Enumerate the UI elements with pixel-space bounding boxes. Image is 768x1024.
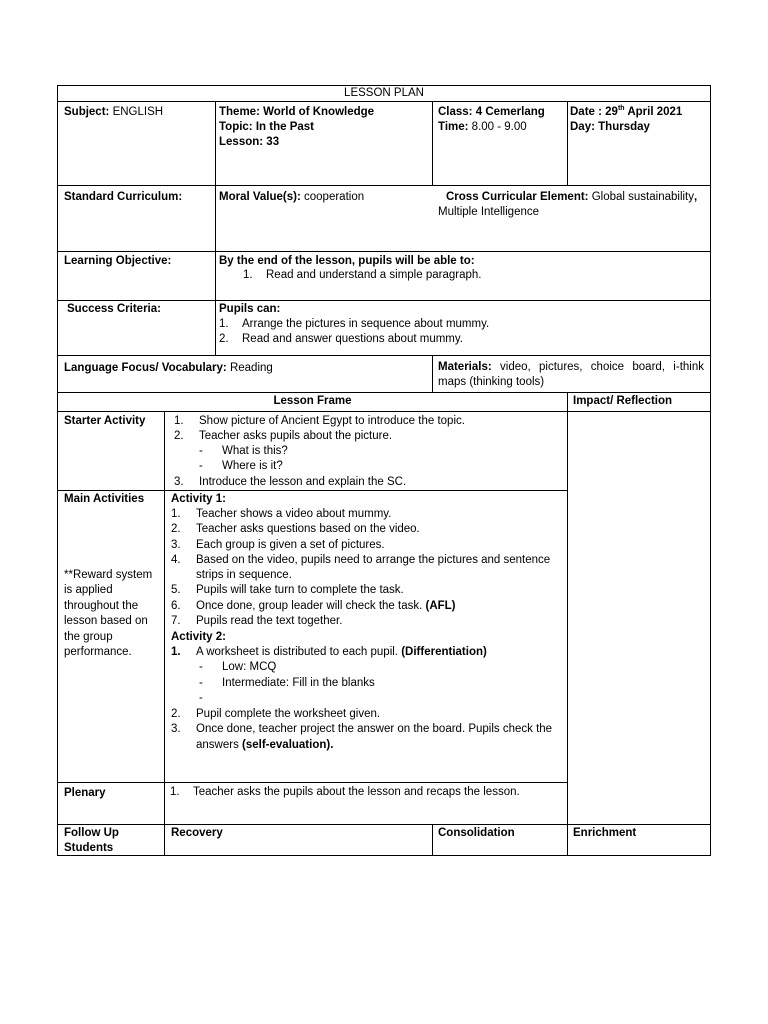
language-focus-label: Language Focus/ Vocabulary: bbox=[64, 362, 227, 374]
class-value: 4 Cemerlang bbox=[475, 106, 545, 118]
dash-bullet: - bbox=[199, 661, 203, 673]
materials-value: video, pictures, choice board, i-think maps (thinking tools) bbox=[438, 361, 704, 388]
moral-values-value: cooperation bbox=[304, 191, 365, 203]
date-suffix: th bbox=[617, 105, 625, 112]
theme-value: World of Knowledge bbox=[263, 106, 375, 118]
list-item: Low: MCQ bbox=[222, 661, 277, 673]
lesson-plan-title: LESSON PLAN bbox=[344, 87, 424, 99]
dash-bullet: - bbox=[199, 692, 203, 704]
rule bbox=[58, 300, 710, 301]
rule bbox=[58, 251, 710, 252]
lesson-frame-header: Lesson Frame bbox=[273, 395, 352, 407]
theme-cell bbox=[219, 105, 374, 120]
list-item: Each group is given a set of pictures. bbox=[196, 539, 385, 551]
list-item-text: Once done, group leader will check the task. bbox=[196, 600, 423, 612]
starter-activity-label: Starter Activity bbox=[64, 415, 146, 427]
rule bbox=[58, 782, 567, 783]
rule bbox=[432, 355, 433, 393]
list-number: 2. bbox=[171, 708, 181, 720]
rule bbox=[58, 185, 710, 186]
list-number: 2. bbox=[171, 523, 181, 535]
list-item: Pupil complete the worksheet given. bbox=[196, 708, 381, 720]
subject-cell bbox=[64, 105, 163, 120]
standard-curriculum-label: Standard Curriculum: bbox=[64, 191, 183, 203]
list-number: 1. bbox=[171, 508, 181, 520]
time-label: Time: bbox=[438, 121, 469, 133]
success-criteria-item: Arrange the pictures in sequence about mummy. bbox=[242, 318, 490, 330]
list-item: Introduce the lesson and explain the SC. bbox=[199, 476, 407, 488]
learning-objective-intro: By the end of the lesson, pupils will be able to: bbox=[219, 255, 475, 267]
list-number: 7. bbox=[171, 615, 181, 627]
lesson-label: Lesson: bbox=[219, 136, 264, 148]
list-item: Pupils will take turn to complete the task. bbox=[196, 584, 404, 596]
lesson-value: 33 bbox=[266, 136, 280, 148]
materials-label: Materials: bbox=[438, 361, 492, 373]
learning-objective-label: Learning Objective: bbox=[64, 255, 172, 267]
reward-note-line: **Reward system bbox=[64, 569, 153, 581]
list-number: 5. bbox=[171, 584, 181, 596]
list-number: 6. bbox=[171, 600, 181, 612]
subject-label: Subject: bbox=[64, 106, 110, 118]
follow-up-label: Follow Up bbox=[64, 827, 119, 839]
plenary-label: Plenary bbox=[64, 787, 106, 799]
rule bbox=[58, 411, 710, 412]
cross-curricular-label: Cross Curricular Element: bbox=[446, 191, 589, 203]
activity-1-title: Activity 1: bbox=[171, 493, 226, 505]
moral-values-cell bbox=[219, 190, 364, 205]
differentiation-tag: (Differentiation) bbox=[401, 646, 487, 658]
day-value: Thursday bbox=[598, 121, 650, 133]
time-cell bbox=[438, 120, 527, 135]
learning-objective-number: 1. bbox=[243, 269, 253, 281]
list-number: 1. bbox=[174, 415, 184, 427]
list-item-continued bbox=[196, 738, 333, 753]
rule bbox=[164, 411, 165, 856]
success-criteria-label: Success Criteria: bbox=[67, 303, 161, 315]
success-criteria-number: 1. bbox=[219, 318, 229, 330]
dash-bullet: - bbox=[199, 445, 203, 457]
learning-objective-item: Read and understand a simple paragraph. bbox=[266, 269, 482, 281]
enrichment-header: Enrichment bbox=[573, 827, 637, 839]
consolidation-header: Consolidation bbox=[438, 827, 515, 839]
rule bbox=[567, 101, 568, 186]
dash-bullet: - bbox=[199, 677, 203, 689]
language-focus-value: Reading bbox=[229, 362, 273, 374]
list-item: Teacher asks pupils about the picture. bbox=[199, 430, 393, 442]
list-number: 2. bbox=[174, 430, 184, 442]
topic-label: Topic: bbox=[219, 121, 253, 133]
rule bbox=[215, 101, 216, 356]
list-item: Once done, teacher project the answer on the board. Pupils check the bbox=[196, 723, 553, 735]
afl-tag: (AFL) bbox=[425, 600, 456, 612]
follow-up-label-2: Students bbox=[64, 842, 114, 854]
date-value: April 2021 bbox=[627, 106, 683, 118]
list-number: 3. bbox=[171, 539, 181, 551]
list-item-text: answers bbox=[196, 739, 239, 751]
self-evaluation-tag: (self-evaluation). bbox=[242, 739, 334, 751]
main-activities-label: Main Activities bbox=[64, 493, 145, 505]
list-item bbox=[196, 599, 456, 614]
list-item: Where is it? bbox=[222, 460, 283, 472]
list-number: 1. bbox=[171, 646, 181, 658]
cross-curricular-value-2: Multiple Intelligence bbox=[438, 206, 540, 218]
rule bbox=[58, 824, 710, 825]
rule bbox=[432, 101, 433, 186]
list-item bbox=[196, 645, 487, 660]
list-number: 1. bbox=[170, 786, 180, 798]
list-item: Teacher asks questions based on the video. bbox=[196, 523, 420, 535]
subject-value: ENGLISH bbox=[112, 106, 164, 118]
success-criteria-number: 2. bbox=[219, 333, 229, 345]
topic-cell bbox=[219, 120, 314, 135]
list-item: Based on the video, pupils need to arrange the pictures and sentence bbox=[196, 554, 551, 566]
recovery-header: Recovery bbox=[171, 827, 223, 839]
rule bbox=[58, 101, 710, 102]
rule bbox=[58, 355, 710, 356]
language-focus-cell bbox=[64, 361, 273, 376]
dash-bullet: - bbox=[199, 460, 203, 472]
success-criteria-item: Read and answer questions about mummy. bbox=[242, 333, 463, 345]
cross-curricular-value: Global sustainability bbox=[591, 191, 694, 203]
list-item-text: A worksheet is distributed to each pupil. bbox=[196, 646, 399, 658]
impact-reflection-header: Impact/ Reflection bbox=[573, 395, 673, 407]
date-cell bbox=[570, 105, 682, 120]
list-item-continued: strips in sequence. bbox=[196, 569, 292, 581]
rule bbox=[58, 490, 567, 491]
list-item: What is this? bbox=[222, 445, 288, 457]
activity-2-title: Activity 2: bbox=[171, 631, 226, 643]
success-criteria-intro: Pupils can: bbox=[219, 303, 281, 315]
list-item: Intermediate: Fill in the blanks bbox=[222, 677, 375, 689]
reward-note-line: the group bbox=[64, 631, 113, 643]
topic-value: In the Past bbox=[255, 121, 315, 133]
rule bbox=[567, 392, 568, 856]
lesson-cell bbox=[219, 135, 279, 150]
time-value: 8.00 - 9.00 bbox=[471, 121, 527, 133]
reward-note-line: lesson based on bbox=[64, 615, 148, 627]
reward-note-line: performance. bbox=[64, 646, 132, 658]
materials-cell bbox=[438, 360, 704, 390]
rule bbox=[58, 392, 710, 393]
list-number: 4. bbox=[171, 554, 181, 566]
list-item: Teacher asks the pupils about the lesson and recaps the lesson. bbox=[193, 786, 520, 798]
reward-note-line: throughout the bbox=[64, 600, 139, 612]
cross-curricular-cell bbox=[446, 190, 697, 205]
class-cell bbox=[438, 105, 545, 120]
day-label: Day: bbox=[570, 121, 595, 133]
list-item: Pupils read the text together. bbox=[196, 615, 343, 627]
rule bbox=[432, 824, 433, 856]
moral-values-label: Moral Value(s): bbox=[219, 191, 301, 203]
list-number: 3. bbox=[174, 476, 184, 488]
lesson-plan-table bbox=[57, 85, 711, 856]
reward-note-line: is applied bbox=[64, 584, 113, 596]
day-cell bbox=[570, 120, 650, 135]
date-label: Date : 29 bbox=[570, 106, 618, 118]
list-number: 3. bbox=[171, 723, 181, 735]
cross-curricular-comma: , bbox=[694, 191, 698, 203]
class-label: Class: bbox=[438, 106, 473, 118]
list-item: Teacher shows a video about mummy. bbox=[196, 508, 392, 520]
theme-label: Theme: bbox=[219, 106, 260, 118]
list-item: Show picture of Ancient Egypt to introduce the topic. bbox=[199, 415, 465, 427]
